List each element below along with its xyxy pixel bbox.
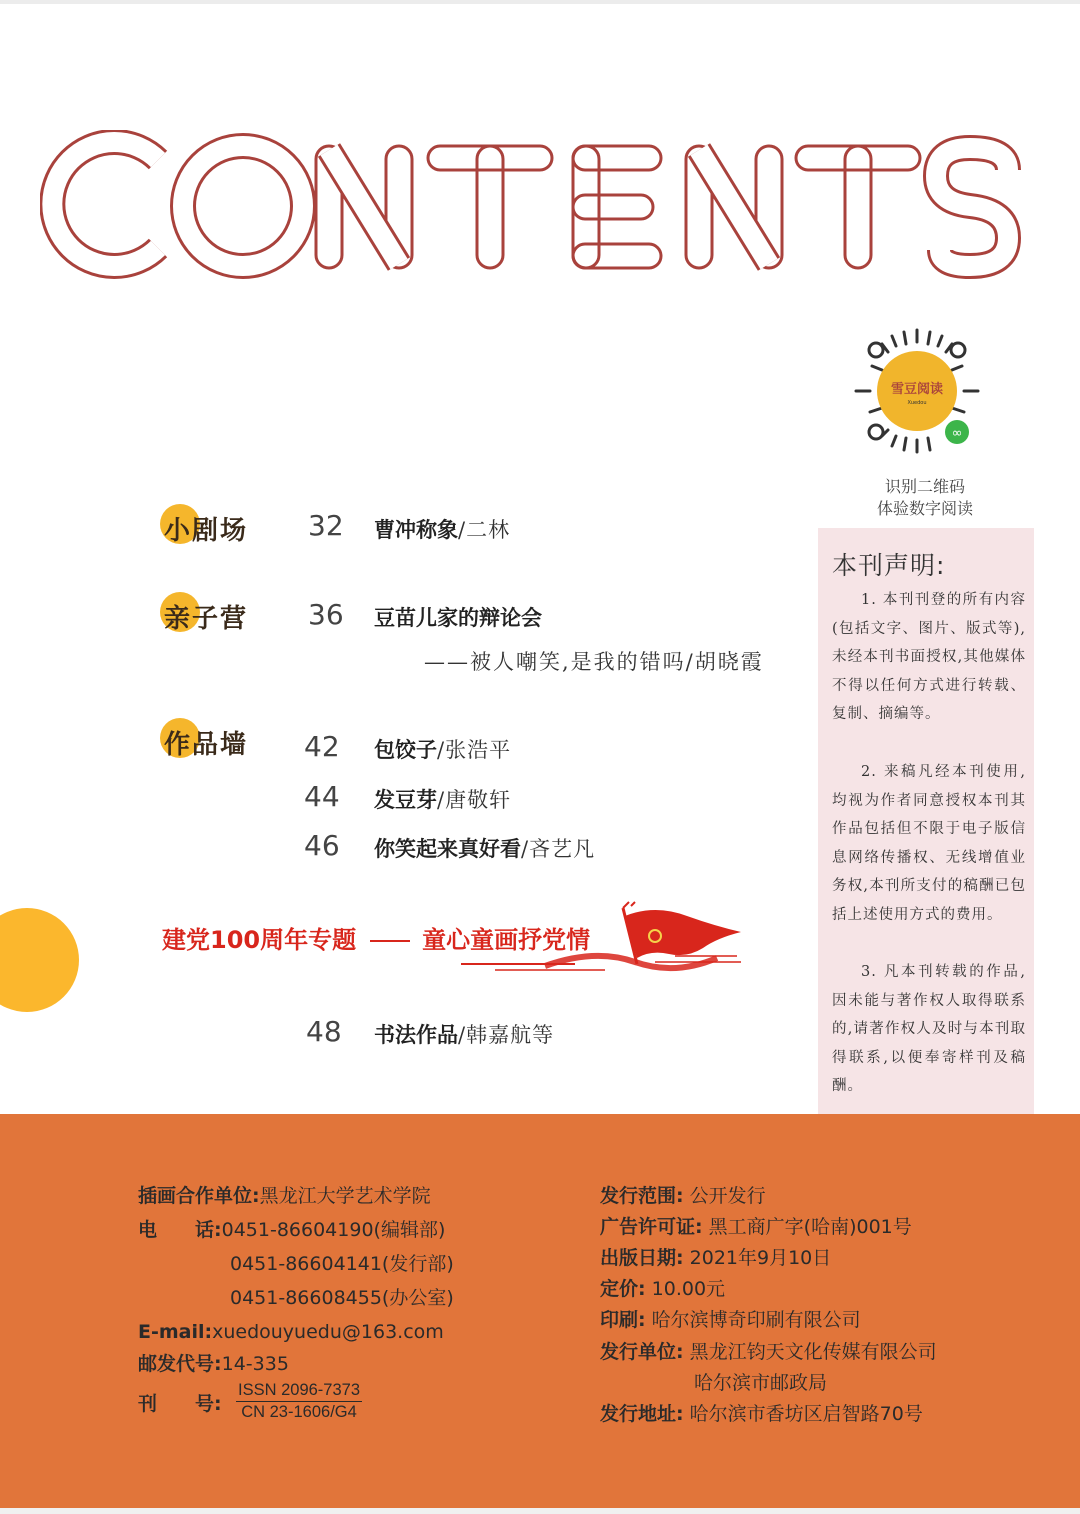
toc-entry-title: 你笑起来真好看 bbox=[374, 836, 521, 861]
contents-title bbox=[40, 130, 1030, 280]
section-badge-xiaojuchang: 小剧场 bbox=[164, 510, 248, 547]
toc-entry-author: /唐敬轩 bbox=[437, 788, 512, 812]
toc-entry-author: /张浩平 bbox=[437, 738, 512, 762]
notice-paragraph-2: 2. 来稿凡经本刊使用,均视为作者同意授权本刊其作品包括但不限于电子版信息网络传播权、无线增值业务权,本刊所支付的稿酬已包括上述使用方式的费用。 bbox=[832, 764, 1026, 923]
toc-entry-title: 发豆芽 bbox=[374, 787, 437, 812]
toc-entry-author: /韩嘉航等 bbox=[458, 1023, 555, 1047]
footer-kanhao-label: 刊 号: bbox=[138, 1393, 222, 1415]
special-right: 童心童画抒党情 bbox=[422, 926, 591, 954]
footer-distributor-2: 哈尔滨市邮政局 bbox=[694, 1372, 828, 1394]
toc-entry[interactable] bbox=[374, 514, 510, 544]
footer-price: 定价: 10.00元 bbox=[600, 1278, 726, 1300]
notice-paragraph-1: 1. 本刊刊登的所有内容(包括文字、图片、版式等),未经本刊书面授权,其他媒体不得以任何方式进行转载、复制、摘编等。 bbox=[832, 592, 1026, 723]
toc-entry-title: 书法作品 bbox=[374, 1022, 458, 1047]
cn-number: CN 23-1606/G4 bbox=[241, 1403, 357, 1421]
toc-page-number: 36 bbox=[308, 598, 344, 631]
notice-title: 本刊声明: bbox=[832, 551, 946, 580]
toc-page-number: 32 bbox=[308, 509, 344, 542]
party-flag-icon bbox=[455, 898, 745, 980]
svg-text:∞: ∞ bbox=[951, 426, 963, 441]
qr-caption-line2: 体验数字阅读 bbox=[876, 499, 973, 518]
issn-number: ISSN 2096-7373 bbox=[236, 1380, 362, 1402]
toc-page-number: 46 bbox=[304, 829, 340, 862]
footer-ad-license: 广告许可证: 黑工商广字(哈南)001号 bbox=[600, 1216, 912, 1238]
footer-imprint bbox=[0, 1114, 1080, 1508]
toc-entry-subtitle: ——被人嘲笑,是我的错吗/胡晓霞 bbox=[424, 650, 764, 674]
toc-entry[interactable] bbox=[374, 784, 511, 814]
toc-entry[interactable] bbox=[374, 734, 511, 764]
toc-entry-title: 豆苗儿家的辩论会 bbox=[374, 605, 542, 630]
top-border bbox=[0, 0, 1080, 4]
footer-tel-3: 0451-86608455(办公室) bbox=[230, 1287, 454, 1309]
footer-postal-code: 邮发代号:14-335 bbox=[138, 1353, 289, 1375]
footer-address: 发行地址: 哈尔滨市香坊区启智路70号 bbox=[600, 1403, 923, 1425]
toc-entry[interactable] bbox=[374, 833, 595, 863]
qr-caption bbox=[840, 476, 1010, 520]
section-badge-qinziying: 亲子营 bbox=[164, 598, 248, 635]
qr-caption-line1: 识别二维码 bbox=[884, 477, 965, 496]
footer-printer: 印刷: 哈尔滨博奇印刷有限公司 bbox=[600, 1309, 861, 1331]
footer-distributor: 发行单位: 黑龙江钧天文化传媒有限公司 bbox=[600, 1341, 937, 1363]
toc-entry[interactable] bbox=[374, 1019, 554, 1049]
toc-entry-author: /二林 bbox=[458, 518, 511, 542]
footer-tel-2: 0451-86604141(发行部) bbox=[230, 1253, 454, 1275]
toc-entry[interactable] bbox=[374, 602, 542, 632]
notice-box bbox=[818, 528, 1034, 1114]
footer-issn bbox=[236, 1380, 362, 1423]
footer-date: 出版日期: 2021年9月10日 bbox=[600, 1247, 832, 1269]
footer-range: 发行范围: 公开发行 bbox=[600, 1185, 766, 1207]
toc-page-number: 44 bbox=[304, 780, 340, 813]
footer-coop: 插画合作单位:黑龙江大学艺术学院 bbox=[138, 1185, 431, 1207]
notice-paragraph-3: 3. 凡本刊转载的作品,因未能与著作权人取得联系的,请著作权人及时与本刊取得联系,以便奉寄样刊及稿酬。 bbox=[832, 964, 1026, 1095]
toc-page-number: 42 bbox=[304, 730, 340, 763]
toc-page-number: 48 bbox=[306, 1015, 342, 1048]
toc-entry-title: 曹冲称象 bbox=[374, 517, 458, 542]
bottom-border bbox=[0, 1508, 1080, 1514]
qr-code[interactable] bbox=[852, 326, 982, 456]
decorative-circle bbox=[0, 908, 79, 1012]
toc-entry-author: /吝艺凡 bbox=[521, 837, 596, 861]
special-left: 建党100周年专题 bbox=[162, 926, 357, 954]
qr-logo-sub: Xuedou bbox=[907, 400, 927, 406]
qr-logo-text: 雪豆阅读 bbox=[890, 382, 944, 397]
toc-entry-title: 包饺子 bbox=[374, 737, 437, 762]
footer-tel: 电 话:0451-86604190(编辑部) bbox=[138, 1219, 446, 1241]
footer-email[interactable]: E-mail:xuedouyuedu@163.com bbox=[138, 1321, 444, 1343]
section-badge-zuopinqiang: 作品墙 bbox=[164, 724, 248, 761]
